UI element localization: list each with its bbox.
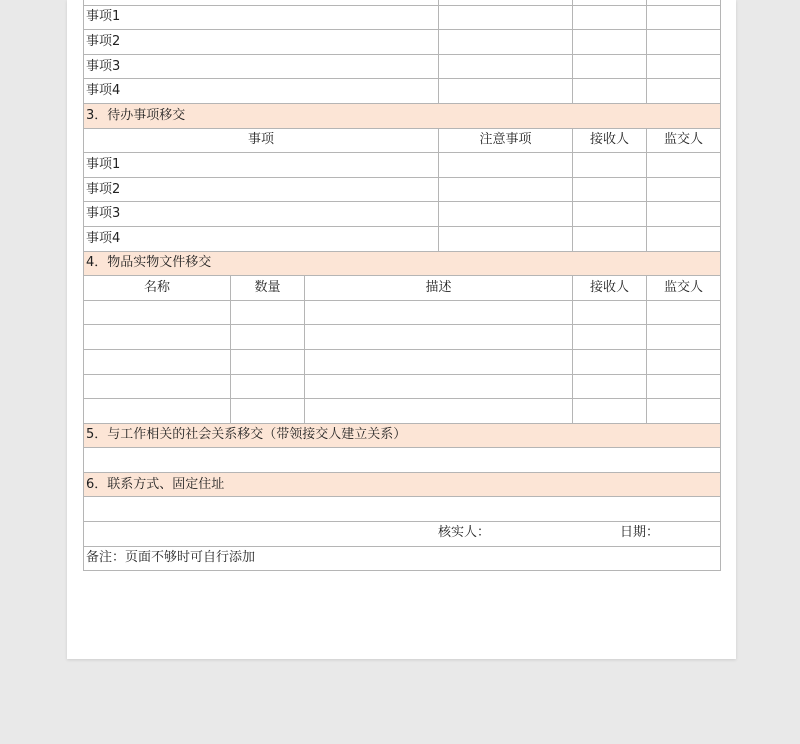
verifier-label: 核实人： (438, 525, 491, 541)
table-row (84, 177, 721, 202)
item-cell[interactable]: 事项3 (84, 202, 439, 227)
table-row (84, 349, 721, 374)
table-row (84, 202, 721, 227)
column-header: 接收人 (573, 276, 647, 301)
section-header-row (84, 423, 721, 448)
table-row (84, 325, 721, 350)
table-row (84, 226, 721, 251)
item-cell[interactable]: 事项2 (84, 177, 439, 202)
item-cell[interactable]: 事项2 (84, 30, 439, 55)
table-row (84, 497, 721, 522)
section-header-row (84, 251, 721, 276)
column-header: 监交人 (647, 276, 721, 301)
handover-form (83, 0, 721, 571)
contact-cell[interactable] (84, 497, 721, 522)
table-row (84, 54, 721, 79)
table-row (84, 30, 721, 55)
section-header-row (84, 472, 721, 497)
note-text: 备注：页面不够时可自行添加 (84, 546, 721, 571)
section-title: 6．联系方式、固定住址 (84, 472, 721, 497)
section-title: 4．物品实物文件移交 (84, 251, 721, 276)
column-header: 接收人 (573, 128, 647, 153)
date-label: 日期： (620, 525, 660, 541)
table-row (84, 79, 721, 104)
column-header-row (84, 128, 721, 153)
signature-cell (84, 522, 721, 547)
table-row (84, 5, 721, 30)
item-cell[interactable]: 事项1 (84, 5, 439, 30)
section-header-row (84, 103, 721, 128)
table-row (84, 153, 721, 178)
text-area-row (84, 448, 721, 473)
column-header: 事项 (84, 128, 439, 153)
table-row (84, 399, 721, 424)
item-cell[interactable]: 事项4 (84, 226, 439, 251)
table-row (84, 300, 721, 325)
note-row (84, 546, 721, 571)
item-cell[interactable]: 事项3 (84, 54, 439, 79)
column-header: 名称 (84, 276, 231, 301)
signature-row (84, 522, 721, 547)
column-header: 监交人 (647, 128, 721, 153)
column-header-row (84, 276, 721, 301)
column-header: 数量 (231, 276, 305, 301)
item-cell[interactable]: 事项1 (84, 153, 439, 178)
column-header: 注意事项 (439, 128, 573, 153)
table-row (84, 374, 721, 399)
section-title: 3．待办事项移交 (84, 103, 721, 128)
item-cell[interactable]: 事项4 (84, 79, 439, 104)
column-header: 描述 (305, 276, 573, 301)
relations-area[interactable] (84, 448, 721, 473)
section-title: 5．与工作相关的社会关系移交（带领接交人建立关系） (84, 423, 721, 448)
